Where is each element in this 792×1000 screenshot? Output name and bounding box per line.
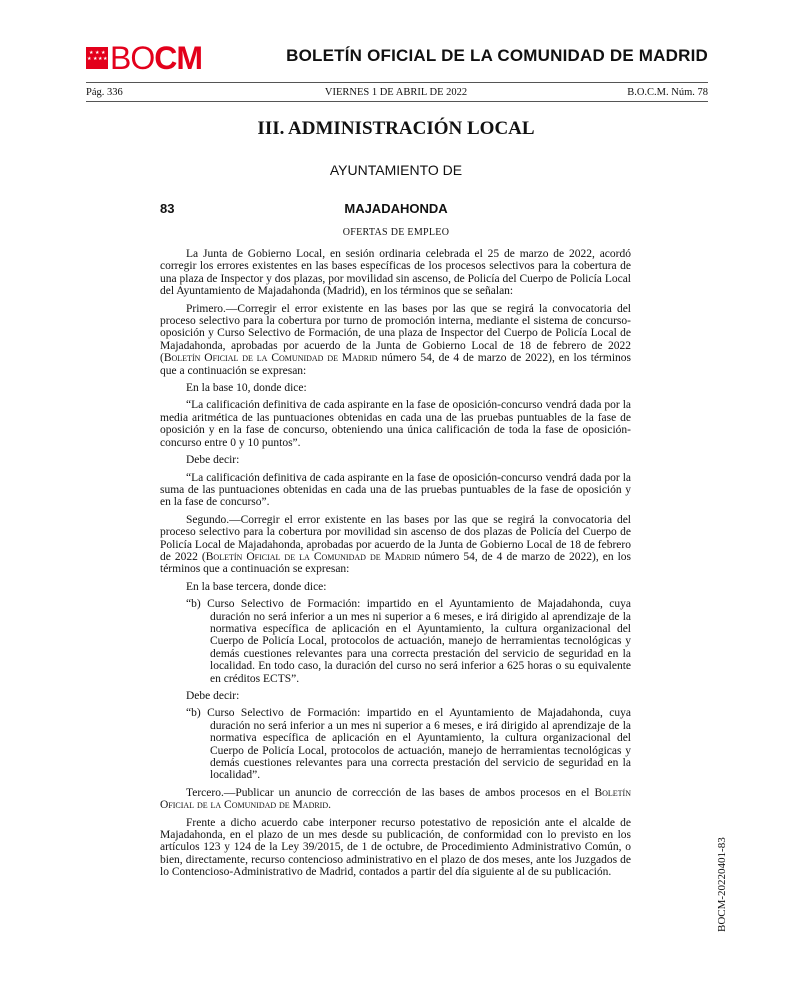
header-rule-top xyxy=(86,82,708,83)
issue-date: VIERNES 1 DE ABRIL DE 2022 xyxy=(324,87,468,98)
quote-original-base-tercera: “b) Curso Selectivo de Formación: impartido en el Ayuntamiento de Majadahonda, cuya duración no será inferior a un mes ni superior a 6 meses, e irá dirigido al aprendizaje de la normativa específica de aplicación en el Ayuntamiento, la cultura organizacional del Cuerpo de Policía Local, protocolos de actuación, manejo de herramientas tecnológicas y demás cuestiones relevantes para una correcta prestación del servicio de seguridad en la localidad. En todo caso, la duración del curso no será inferior a 625 horas o su equivalente en créditos ECTS”. xyxy=(186,598,631,685)
quote-corrected-base10: “La calificación definitiva de cada aspirante en la fase de oposición-concurso vendrá dada por la suma de las puntuaciones obtenidas en cada una de las pruebas puntuables de la fase de oposición y en la fase de concurso”. xyxy=(160,471,631,509)
quote-original-base10: “La calificación definitiva de cada aspirante en la fase de oposición-concurso vendrá dada por la media aritmética de las puntuaciones obtenidas en cada una de las pruebas puntuables de la fase de oposición y en la fase de concurso, obteniendo una única calificación de toda la fase de oposición-concurso entre 0 y 10 puntos”. xyxy=(160,399,631,449)
quote-corrected-base-tercera: “b) Curso Selectivo de Formación: impartido en el Ayuntamiento de Majadahonda, cuya duración no será inferior a un mes ni superior a 6 meses, e irá dirigido al aprendizaje de la normativa específica de aplicación en el Ayuntamiento, la cultura organizacional del Cuerpo de Policía Local, protocolos de actuación, manejo de herramientas tecnológicas y demás cuestiones relevantes para una correcta prestación del servicio de seguridad en la localidad”. xyxy=(186,707,631,782)
logo-text: BOCM xyxy=(110,40,202,76)
section-heading: III. ADMINISTRACIÓN LOCAL xyxy=(257,118,535,139)
municipality-name: MAJADAHONDA xyxy=(344,201,448,216)
paragraph-segundo: Segundo.—Corregir el error existente en las bases por las que se regirá la convocatoria del proceso selectivo para la cobertura por movilidad sin ascenso de dos plazas de Policía del Cuerpo de Policía Local de Majadahonda, aprobadas por acuerdo de la Junta de Gobierno Local de 18 de febrero de 2022 (Boletín Oficial de la Comunidad de Madrid número 54, de 4 de marzo de 2022), en los términos que a continuación se expresan: xyxy=(160,513,632,576)
issue-number: B.O.C.M. Núm. 78 xyxy=(627,87,708,98)
subject-line: OFERTAS DE EMPLEO xyxy=(342,227,450,238)
paragraph-intro: La Junta de Gobierno Local, en sesión ordinaria celebrada el 25 de marzo de 2022, acordó corregir los errores existentes en las bases específicas de los procesos selectivos para la cobertura de una plaza de Inspector y dos plazas, por movilidad sin ascenso, de Policía del Cuerpo de Policía Local del Ayuntamiento de Majadahonda (Madrid), en los términos que se señalan: xyxy=(160,248,631,298)
bocm-logo xyxy=(86,40,202,76)
paragraph-base-tercera: En la base tercera, donde dice: xyxy=(186,580,327,593)
bulletin-ref: Boletín Oficial de la Comunidad de Madrid xyxy=(163,352,378,365)
paragraph-base10: En la base 10, donde dice: xyxy=(186,382,307,395)
document-code: BOCM-20220401-83 xyxy=(716,837,728,932)
bulletin-ref: Boletín Oficial de la Comunidad de Madrid xyxy=(205,550,421,563)
entry-number: 83 xyxy=(160,201,175,216)
article-body xyxy=(160,248,631,884)
madrid-stars-icon: ★ ★ ★ ★ ★ ★ ★ xyxy=(86,47,108,69)
paragraph-primero: Primero.—Corregir el error existente en las bases por las que se regirá la convocatoria del proceso selectivo para la cobertura por turno de promoción interna, mediante el sistema de concurso-oposición y Curso Selectivo de Formación, de una plaza de Inspector del Cuerpo de Policía Local de Majadahonda, aprobadas por acuerdo de la Junta de Gobierno Local de 18 de febrero de 2022 (Boletín Oficial de la Comunidad de Madrid número 54, de 4 de marzo de 2022), en los términos que a continuación se expresan: xyxy=(160,302,631,377)
paragraph-debe-decir: Debe decir: xyxy=(186,454,240,467)
paragraph-tercero: Tercero.—Publicar un anuncio de corrección de las bases de ambos procesos en el Boletín Oficial de la Comunidad de Madrid. xyxy=(160,786,631,812)
bulletin-ref: Boletín Oficial de la Comunidad de Madrid xyxy=(160,786,631,812)
header-rule-bottom xyxy=(86,101,708,102)
paragraph-recurso: Frente a dicho acuerdo cabe interponer recurso potestativo de reposición ante el alcalde de Majadahonda, en el plazo de un mes desde su publicación, de conformidad con lo previsto en los artículos 123 y 124 de la Ley 39/2015, de 1 de octubre, de Procedimiento Administrativo Común, o bien, directamente, recurso contencioso administrativo en el plazo de dos meses, ante los Juzgados de lo Contencioso-Administrativo de Madrid, contados a partir del día siguiente al de su publicación. xyxy=(160,816,631,879)
entity-type: AYUNTAMIENTO DE xyxy=(329,162,463,178)
paragraph-debe-decir-2: Debe decir: xyxy=(186,690,240,702)
bulletin-title: BOLETÍN OFICIAL DE LA COMUNIDAD DE MADRID xyxy=(286,46,708,65)
page-number: Pág. 336 xyxy=(86,87,123,98)
